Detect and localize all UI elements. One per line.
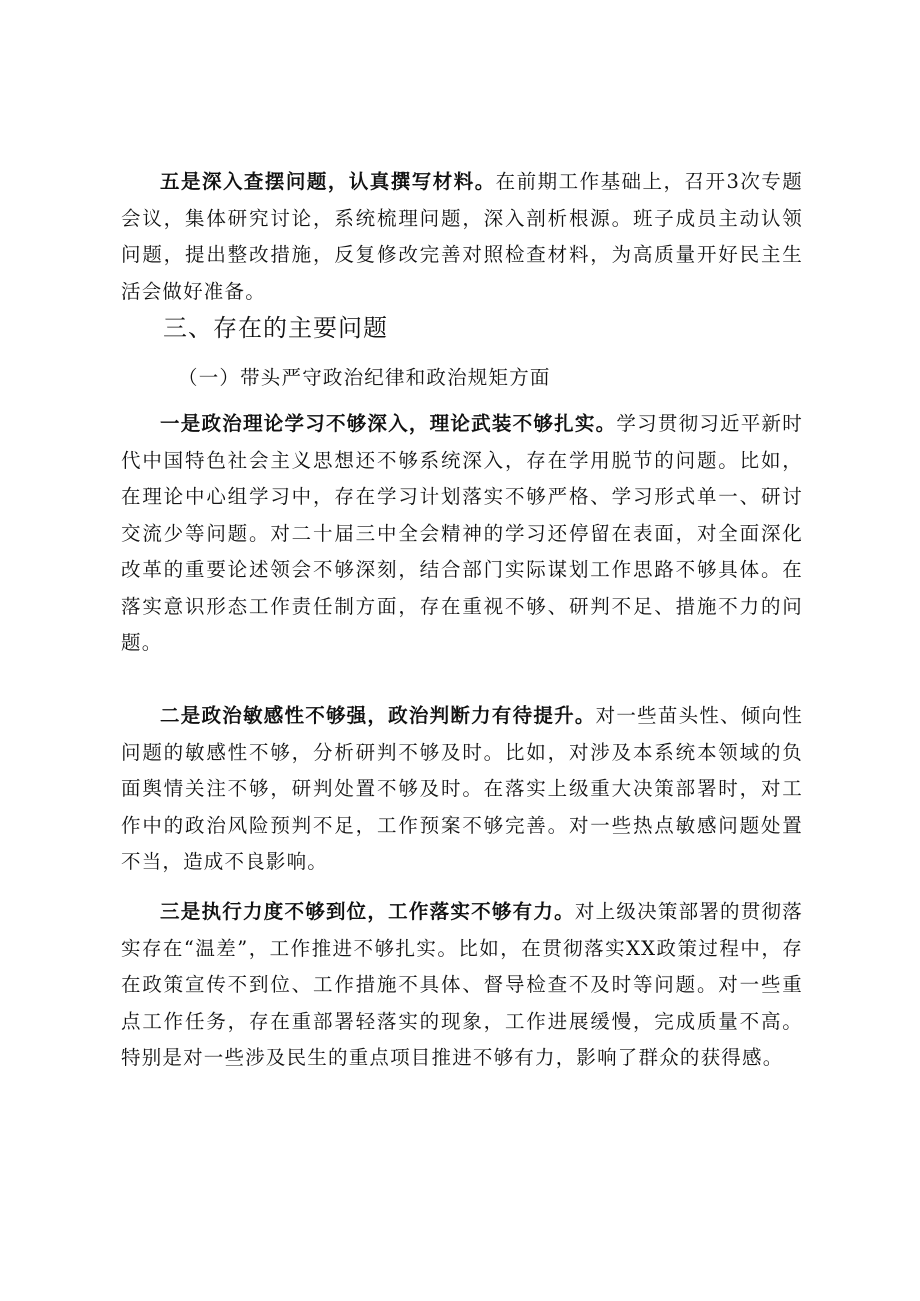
paragraph-lead: 五是深入查摆问题，认真撰写材料。: [160, 170, 496, 193]
paragraph-preparation-5: [121, 164, 803, 310]
paragraph-body: 学习贯彻习近平新时代中国特色社会主义思想还不够系统深入，存在学用脱节的问题。比如，在理论中心组学习中，存在学习计划落实不够严格、学习形式单一、研讨交流少等问题。对二十届三中全会精神的学习还停留在表面，对全面深化改革的重要论述领会不够深刻，结合部门实际谋划工作思路不够具体。在落实意识形态工作责任制方面，存在重视不够、研判不足、措施不力的问题。: [121, 412, 803, 654]
paragraph-lead: 二是政治敏感性不够强，政治判断力有待提升。: [160, 704, 596, 727]
paragraph-body: 对一些苗头性、倾向性问题的敏感性不够，分析研判不够及时。比如，对涉及本系统本领域的负面舆情关注不够，研判处置不够及时。在落实上级重大决策部署时，对工作中的政治风险预判不足，工作预案不够完善。对一些热点敏感问题处置不当，造成不良影响。: [121, 704, 803, 873]
issue-paragraph-3: [121, 894, 803, 1077]
paragraph-body: 对上级决策部署的贯彻落实存在“温差”，工作推进不够扎实。比如，在贯彻落实XX政策过程中，存在政策宣传不到位、工作措施不具体、督导检查不及时等问题。对一些重点工作任务，存在重部署轻落实的现象，工作进展缓慢，完成质量不高。特别是对一些涉及民生的重点项目推进不够有力，影响了群众的获得感。: [121, 900, 803, 1069]
paragraph-lead: 三是执行力度不够到位，工作落实不够有力。: [160, 900, 575, 923]
paragraph-lead: 一是政治理论学习不够深入，理论武装不够扎实。: [160, 412, 617, 435]
issue-paragraph-1: [121, 406, 803, 662]
paragraph-body: 在前期工作基础上，召开3次专题会议，集体研究讨论，系统梳理问题，深入剖析根源。班子成员主动认领问题，提出整改措施，反复修改完善对照检查材料，为高质量开好民主生活会做好准备。: [121, 170, 803, 303]
section-heading: 三、存在的主要问题: [163, 314, 388, 342]
issue-paragraph-2: [121, 698, 803, 881]
sub-heading: （一）带头严守政治纪律和政治规矩方面: [178, 366, 551, 389]
